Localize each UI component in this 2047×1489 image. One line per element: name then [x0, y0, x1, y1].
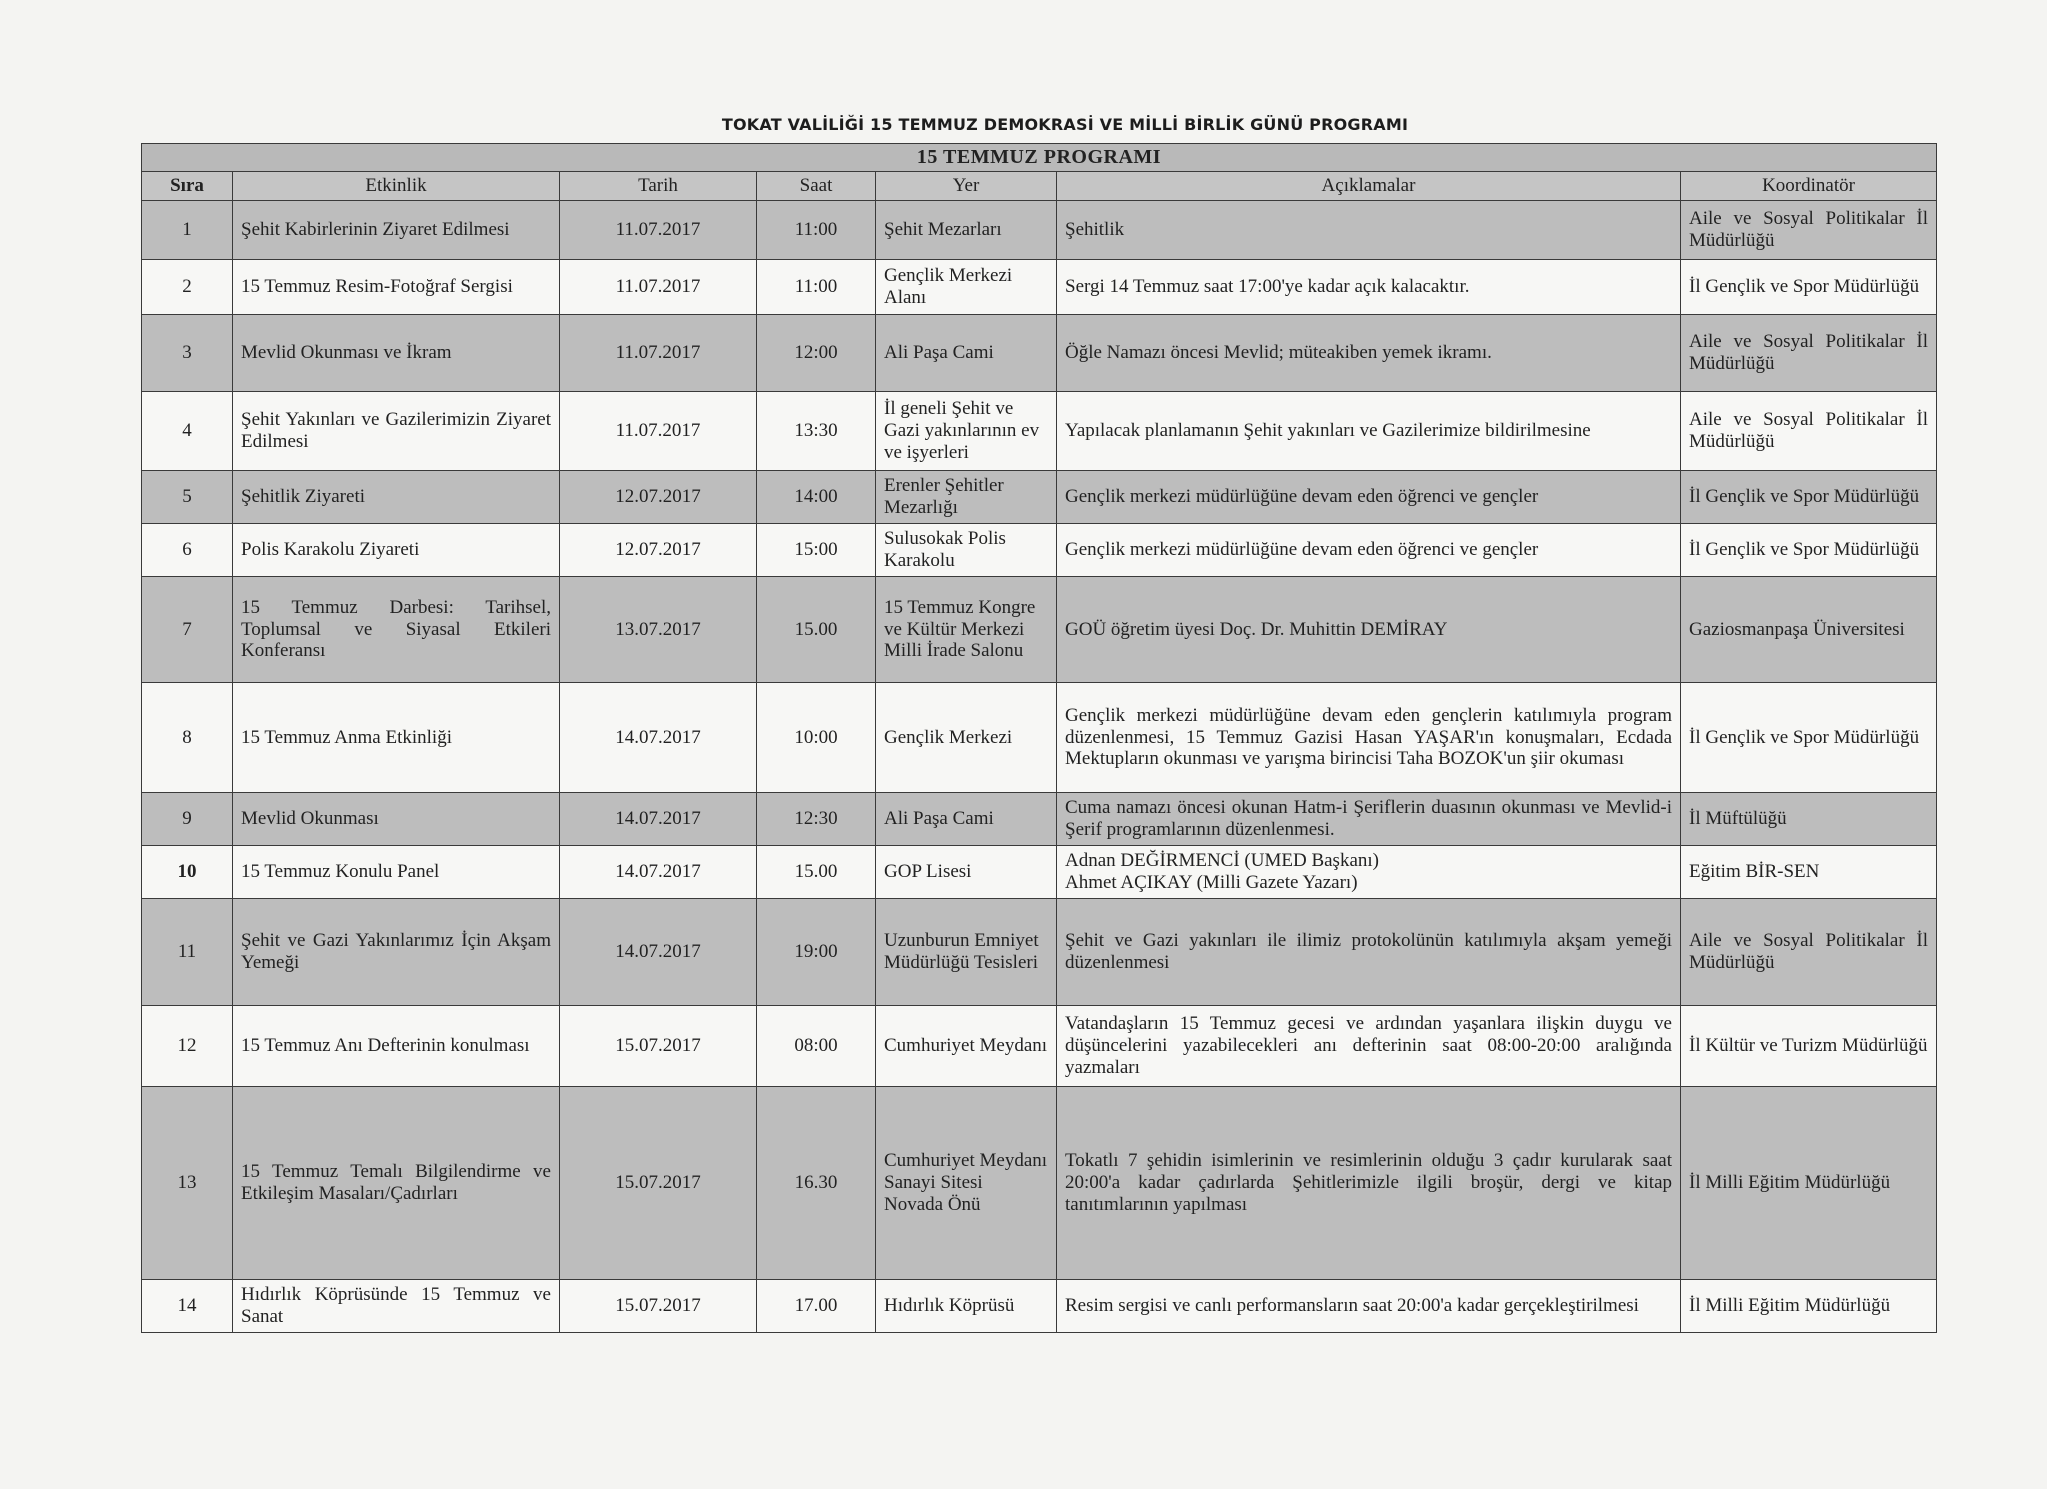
cell-saat: 19:00 [757, 899, 876, 1006]
table-row [142, 577, 1937, 683]
cell-tarih: 15.07.2017 [560, 1280, 757, 1333]
cell-saat: 12:30 [757, 793, 876, 846]
cell-aciklama: Gençlik merkezi müdürlüğüne devam eden gençlerin katılımıyla program düzenlenmesi, 15 Temmuz Gazisi Hasan YAŞAR'ın konuşmaları, Ecdada Mektupların okunması ve yarışma birincisi Taha BOZOK'un şiir okuması [1057, 683, 1681, 793]
cell-aciklama: Resim sergisi ve canlı performansların saat 20:00'a kadar gerçekleştirilmesi [1057, 1280, 1681, 1333]
cell-etkinlik: Şehit Kabirlerinin Ziyaret Edilmesi [233, 201, 560, 260]
table-row [142, 683, 1937, 793]
cell-etkinlik: 15 Temmuz Temalı Bilgilendirme ve Etkileşim Masaları/Çadırları [233, 1087, 560, 1280]
program-table [141, 143, 1937, 1333]
cell-yer: Erenler Şehitler Mezarlığı [876, 471, 1057, 524]
table-row [142, 793, 1937, 846]
cell-saat: 17.00 [757, 1280, 876, 1333]
cell-koordinator: Eğitim BİR-SEN [1681, 846, 1937, 899]
location-3: Novada Önü [884, 1193, 981, 1215]
cell-sira: 12 [142, 1006, 233, 1087]
cell-saat: 12:00 [757, 315, 876, 392]
cell-sira: 2 [142, 260, 233, 315]
cell-yer: Sulusokak Polis Karakolu [876, 524, 1057, 577]
table-row [142, 471, 1937, 524]
column-header-row [142, 172, 1937, 201]
cell-yer: Uzunburun Emniyet Müdürlüğü Tesisleri [876, 899, 1057, 1006]
cell-saat: 11:00 [757, 260, 876, 315]
cell-etkinlik: Hıdırlık Köprüsünde 15 Temmuz ve Sanat [233, 1280, 560, 1333]
cell-sira: 1 [142, 201, 233, 260]
column-header-etkinlik: Etkinlik [233, 172, 560, 201]
cell-tarih: 14.07.2017 [560, 899, 757, 1006]
cell-etkinlik: 15 Temmuz Anı Defterinin konulması [233, 1006, 560, 1087]
cell-sira: 13 [142, 1087, 233, 1280]
cell-yer: 15 Temmuz Kongre ve Kültür Merkezi Milli İrade Salonu [876, 577, 1057, 683]
cell-koordinator: İl Müftülüğü [1681, 793, 1937, 846]
cell-tarih: 14.07.2017 [560, 683, 757, 793]
cell-aciklama: Cuma namazı öncesi okunan Hatm-i Şeriflerin duasının okunması ve Mevlid-i Şerif programlarının düzenlenmesi. [1057, 793, 1681, 846]
cell-koordinator: Aile ve Sosyal Politikalar İl Müdürlüğü [1681, 201, 1937, 260]
cell-aciklama: Gençlik merkezi müdürlüğüne devam eden öğrenci ve gençler [1057, 471, 1681, 524]
column-header-tarih: Tarih [560, 172, 757, 201]
cell-sira: 7 [142, 577, 233, 683]
cell-koordinator: İl Gençlik ve Spor Müdürlüğü [1681, 471, 1937, 524]
cell-tarih: 15.07.2017 [560, 1006, 757, 1087]
cell-yer [876, 1087, 1057, 1280]
cell-yer: İl geneli Şehit ve Gazi yakınlarının ev ve işyerleri [876, 392, 1057, 471]
cell-aciklama: Gençlik merkezi müdürlüğüne devam eden öğrenci ve gençler [1057, 524, 1681, 577]
table-row [142, 260, 1937, 315]
location-2: Sanayi Sitesi [884, 1172, 983, 1194]
cell-sira: 11 [142, 899, 233, 1006]
cell-saat: 11:00 [757, 201, 876, 260]
table-title: 15 TEMMUZ PROGRAMI [142, 144, 1937, 172]
cell-aciklama [1057, 846, 1681, 899]
panel-speaker-2: Ahmet AÇIKAY (Milli Gazete Yazarı) [1065, 872, 1358, 893]
cell-koordinator: Gaziosmanpaşa Üniversitesi [1681, 577, 1937, 683]
column-header-yer: Yer [876, 172, 1057, 201]
column-header-aciklamalar: Açıklamalar [1057, 172, 1681, 201]
cell-etkinlik: Polis Karakolu Ziyareti [233, 524, 560, 577]
cell-koordinator: Aile ve Sosyal Politikalar İl Müdürlüğü [1681, 899, 1937, 1006]
table-row [142, 1280, 1937, 1333]
cell-koordinator: İl Gençlik ve Spor Müdürlüğü [1681, 683, 1937, 793]
cell-yer: GOP Lisesi [876, 846, 1057, 899]
cell-tarih: 11.07.2017 [560, 392, 757, 471]
cell-sira: 3 [142, 315, 233, 392]
document-title: TOKAT VALİLİĞİ 15 TEMMUZ DEMOKRASİ VE MİLLİ BİRLİK GÜNÜ PROGRAMI [721, 115, 1409, 134]
cell-tarih: 11.07.2017 [560, 315, 757, 392]
column-header-sira: Sıra [142, 172, 233, 201]
cell-koordinator: İl Milli Eğitim Müdürlüğü [1681, 1087, 1937, 1280]
table-row [142, 392, 1937, 471]
cell-sira: 5 [142, 471, 233, 524]
cell-yer: Ali Paşa Cami [876, 315, 1057, 392]
cell-aciklama: Yapılacak planlamanın Şehit yakınları ve Gazilerimize bildirilmesine [1057, 392, 1681, 471]
cell-etkinlik: 15 Temmuz Darbesi: Tarihsel, Toplumsal ve Siyasal Etkileri Konferansı [233, 577, 560, 683]
cell-aciklama: GOÜ öğretim üyesi Doç. Dr. Muhittin DEMİRAY [1057, 577, 1681, 683]
cell-aciklama: Tokatlı 7 şehidin isimlerinin ve resimlerinin olduğu 3 çadır kurularak saat 20:00'a kadar çadırlarda Şehitlerimizle ilgili broşür, dergi ve kitap tanıtımlarının yapılması [1057, 1087, 1681, 1280]
cell-tarih: 13.07.2017 [560, 577, 757, 683]
cell-saat: 15.00 [757, 577, 876, 683]
cell-koordinator: Aile ve Sosyal Politikalar İl Müdürlüğü [1681, 392, 1937, 471]
cell-sira: 4 [142, 392, 233, 471]
panel-speaker-1: Adnan DEĞİRMENCİ (UMED Başkanı) [1065, 850, 1379, 872]
cell-saat: 08:00 [757, 1006, 876, 1087]
cell-sira: 8 [142, 683, 233, 793]
cell-aciklama: Öğle Namazı öncesi Mevlid; müteakiben yemek ikramı. [1057, 315, 1681, 392]
cell-yer: Ali Paşa Cami [876, 793, 1057, 846]
cell-sira: 6 [142, 524, 233, 577]
cell-etkinlik: Şehitlik Ziyareti [233, 471, 560, 524]
table-row [142, 846, 1937, 899]
cell-aciklama: Vatandaşların 15 Temmuz gecesi ve ardından yaşanlara ilişkin duygu ve düşüncelerini yazabilecekleri anı defterinin saat 08:00-20:00 aralığında yazmaları [1057, 1006, 1681, 1087]
cell-tarih: 12.07.2017 [560, 471, 757, 524]
cell-etkinlik: Şehit Yakınları ve Gazilerimizin Ziyaret Edilmesi [233, 392, 560, 471]
cell-koordinator: İl Kültür ve Turizm Müdürlüğü [1681, 1006, 1937, 1087]
cell-tarih: 12.07.2017 [560, 524, 757, 577]
cell-saat: 15.00 [757, 846, 876, 899]
cell-aciklama: Şehitlik [1057, 201, 1681, 260]
cell-yer: Gençlik Merkezi [876, 683, 1057, 793]
cell-tarih: 14.07.2017 [560, 793, 757, 846]
cell-etkinlik: 15 Temmuz Konulu Panel [233, 846, 560, 899]
column-header-saat: Saat [757, 172, 876, 201]
cell-etkinlik: 15 Temmuz Resim-Fotoğraf Sergisi [233, 260, 560, 315]
cell-yer: Cumhuriyet Meydanı [876, 1006, 1057, 1087]
cell-tarih: 11.07.2017 [560, 260, 757, 315]
cell-etkinlik: Mevlid Okunması [233, 793, 560, 846]
cell-saat: 15:00 [757, 524, 876, 577]
cell-yer: Şehit Mezarları [876, 201, 1057, 260]
cell-saat: 13:30 [757, 392, 876, 471]
cell-koordinator: Aile ve Sosyal Politikalar İl Müdürlüğü [1681, 315, 1937, 392]
cell-etkinlik: 15 Temmuz Anma Etkinliği [233, 683, 560, 793]
table-row [142, 201, 1937, 260]
column-header-koordinator: Koordinatör [1681, 172, 1937, 201]
cell-saat: 16.30 [757, 1087, 876, 1280]
cell-etkinlik: Mevlid Okunması ve İkram [233, 315, 560, 392]
table-row [142, 524, 1937, 577]
table-row [142, 1006, 1937, 1087]
cell-etkinlik: Şehit ve Gazi Yakınlarımız İçin Akşam Yemeği [233, 899, 560, 1006]
cell-aciklama: Şehit ve Gazi yakınları ile ilimiz protokolünün katılımıyla akşam yemeği düzenlenmesi [1057, 899, 1681, 1006]
cell-aciklama: Sergi 14 Temmuz saat 17:00'ye kadar açık kalacaktır. [1057, 260, 1681, 315]
cell-koordinator: İl Gençlik ve Spor Müdürlüğü [1681, 260, 1937, 315]
location-1: Cumhuriyet Meydanı [884, 1150, 1048, 1172]
cell-sira: 10 [142, 846, 233, 899]
table-row [142, 899, 1937, 1006]
cell-saat: 14:00 [757, 471, 876, 524]
cell-koordinator: İl Milli Eğitim Müdürlüğü [1681, 1280, 1937, 1333]
cell-yer: Hıdırlık Köprüsü [876, 1280, 1057, 1333]
cell-koordinator: İl Gençlik ve Spor Müdürlüğü [1681, 524, 1937, 577]
table-row [142, 1087, 1937, 1280]
cell-tarih: 14.07.2017 [560, 846, 757, 899]
cell-saat: 10:00 [757, 683, 876, 793]
cell-tarih: 15.07.2017 [560, 1087, 757, 1280]
cell-sira: 9 [142, 793, 233, 846]
table-row [142, 315, 1937, 392]
cell-sira: 14 [142, 1280, 233, 1333]
cell-tarih: 11.07.2017 [560, 201, 757, 260]
cell-yer: Gençlik Merkezi Alanı [876, 260, 1057, 315]
